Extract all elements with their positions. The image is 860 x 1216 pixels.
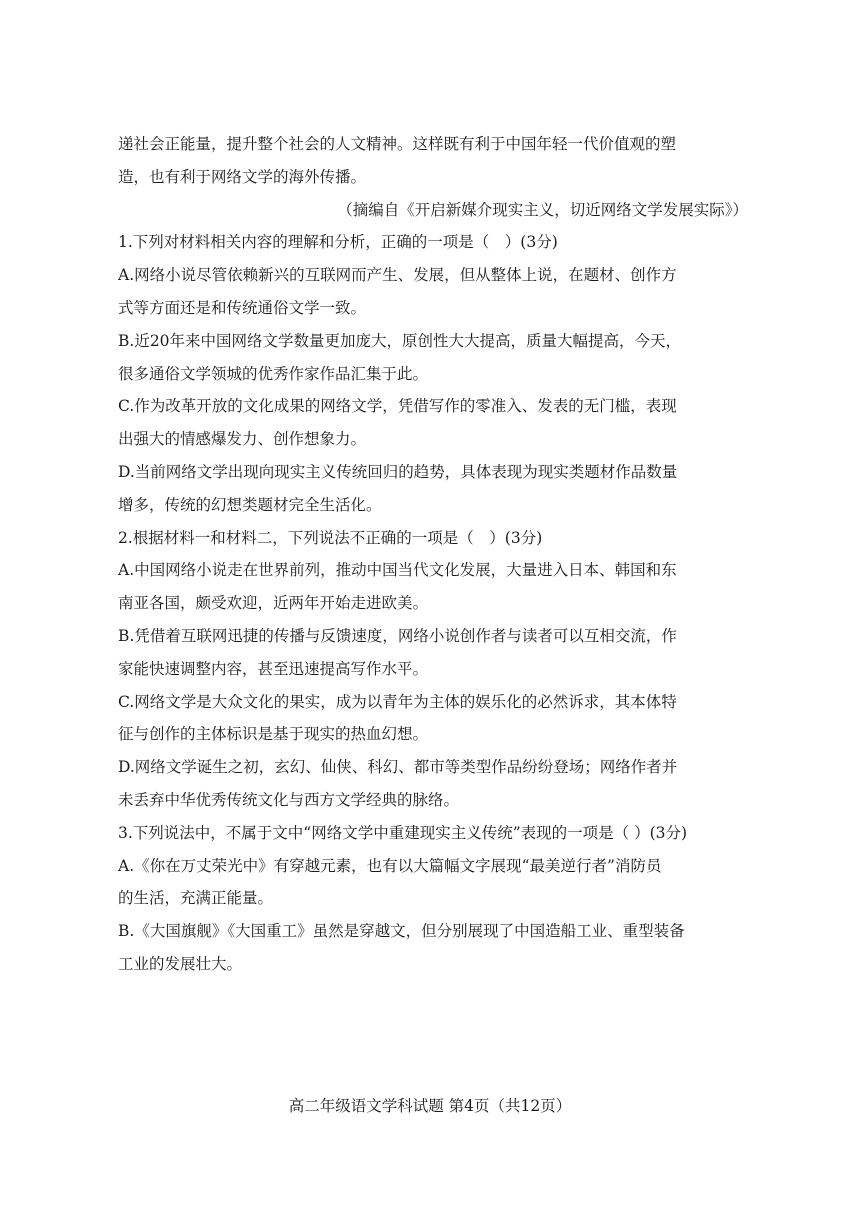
- text-line: 很多通俗文学领城的优秀作家作品汇集于此。: [118, 364, 429, 383]
- text-line: 南亚各国，颇受欢迎，近两年开始走进欧美。: [118, 594, 429, 613]
- text-line: 的生活，充满正能量。: [118, 889, 274, 908]
- question-1: 1.下列对材料相关内容的理解和分析，正确的一项是（ ）(3分): [118, 233, 558, 252]
- text-line: 式等方面还是和传统通俗文学一致。: [118, 298, 367, 317]
- text-line: 征与创作的主体标识是基于现实的热血幻想。: [118, 725, 429, 744]
- body-text: [118, 128, 748, 981]
- text-line: 工业的发展壮大。: [118, 954, 243, 973]
- source-citation: （摘编自《开启新媒介现实主义，切近网络文学发展实际》）: [337, 200, 748, 219]
- option-2c: C.网络文学是大众文化的果实，成为以青年为主体的娱乐化的必然诉求，其本体特: [118, 692, 677, 711]
- text-line: 造，也有利于网络文学的海外传播。: [118, 167, 367, 186]
- option-2d: D.网络文学诞生之初，玄幻、仙侠、科幻、都市等类型作品纷纷登场；网络作者并: [118, 758, 678, 777]
- option-2b: B.凭借着互联网迅捷的传播与反馈速度，网络小说创作者与读者可以互相交流，作: [118, 626, 677, 645]
- option-3b: B.《大国旗舰》《大国重工》虽然是穿越文，但分别展现了中国造船工业、重型装备: [118, 922, 685, 941]
- option-3a: A.《你在万丈荣光中》有穿越元素，也有以大篇幅文字展现“最美逆行者”消防员: [118, 856, 662, 875]
- option-1d: D.当前网络文学出现向现实主义传统回归的趋势，具体表现为现实类题材作品数量: [118, 462, 678, 481]
- text-line: 未丢弃中华优秀传统文化与西方文学经典的脉络。: [118, 790, 460, 809]
- option-1a: A.网络小说尽管依赖新兴的互联网而产生、发展，但从整体上说，在题材、创作方: [118, 266, 677, 285]
- option-1b: B.近20年来中国网络文学数量更加庞大，原创性大大提高，质量大幅提高，今天，: [118, 331, 682, 350]
- text-line: 家能快速调整内容，甚至迅速提高写作水平。: [118, 659, 429, 678]
- question-2: 2.根据材料一和材料二，下列说法不正确的一项是（ ）(3分): [118, 528, 543, 547]
- text-line: 递社会正能量，提升整个社会的人文精神。这样既有利于中国年轻一代价值观的塑: [118, 135, 677, 153]
- page-footer: 高二年级语文学科试题 第4页（共12页）: [288, 1097, 572, 1115]
- text-line: 出强大的情感爆发力、创作想象力。: [118, 430, 367, 449]
- option-2a: A.中国网络小说走在世界前列，推动中国当代文化发展，大量进入日本、韩国和东: [118, 561, 677, 580]
- question-3: 3.下列说法中，不属于文中“网络文学中重建现实主义传统”表现的一项是（ ）(3分): [118, 823, 688, 842]
- text-line: 增多，传统的幻想类题材完全生活化。: [118, 495, 382, 514]
- option-1c: C.作为改革开放的文化成果的网络文学，凭借写作的零准入、发表的无门槛，表现: [118, 397, 677, 416]
